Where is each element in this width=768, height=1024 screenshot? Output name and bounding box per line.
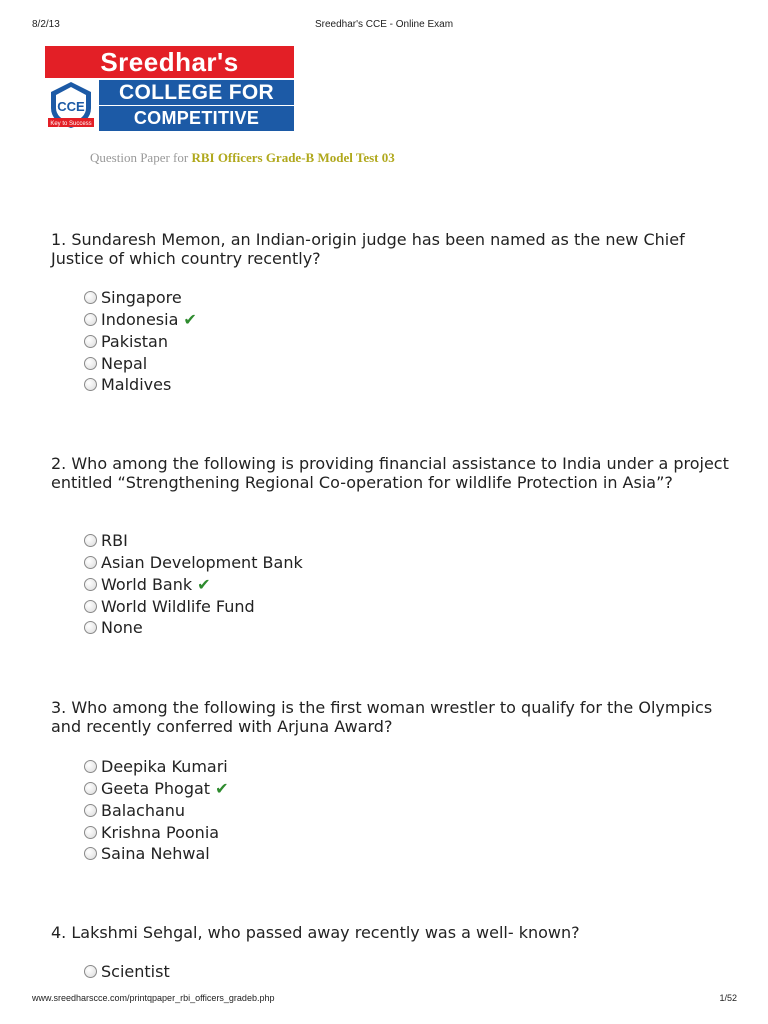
check-icon: ✔ [183,310,197,330]
radio-icon[interactable] [84,556,97,569]
radio-icon[interactable] [84,578,97,591]
print-date: 8/2/13 [32,19,60,30]
radio-icon[interactable] [84,313,97,326]
option-label: Geeta Phogat [101,779,211,799]
option[interactable] [84,331,197,353]
option-label: None [101,618,143,638]
logo-badge-tagline: Key to Success [50,121,92,127]
radio-icon[interactable] [84,760,97,773]
option[interactable] [84,617,303,639]
option-label: Asian Development Bank [101,553,303,573]
logo-line-2: COMPETITIVE EXAMS [99,106,294,131]
question-2-text: 2. Who among the following is providing financial assistance to India under a project entitled “Strengthening Regional Co-operation for wildlife Protection in Asia”? [51,454,729,492]
option[interactable] [84,352,197,374]
print-header [0,19,768,33]
option-label: Nepal [101,353,148,373]
check-icon: ✔ [197,574,211,594]
paper-title-name: RBI Officers Grade-B Model Test 03 [191,150,395,165]
radio-icon[interactable] [84,378,97,391]
option[interactable] [84,574,303,596]
question-3-options [84,756,228,865]
option-label: World Bank [101,574,193,594]
radio-icon[interactable] [84,600,97,613]
question-1-options [84,287,197,396]
option-label: Deepika Kumari [101,757,228,777]
option[interactable] [84,287,197,309]
option[interactable] [84,961,170,983]
radio-icon[interactable] [84,335,97,348]
option-label: Scientist [101,962,170,982]
radio-icon[interactable] [84,804,97,817]
radio-icon[interactable] [84,826,97,839]
paper-title [90,150,395,166]
question-1-text: 1. Sundaresh Memon, an Indian-origin judge has been named as the new Chief Justice of which country recently? [51,230,685,268]
option-label: Indonesia [101,310,179,330]
radio-icon[interactable] [84,291,97,304]
option[interactable] [84,530,303,552]
option-label: Singapore [101,288,182,308]
option-label: World Wildlife Fund [101,596,255,616]
print-footer [0,993,768,1007]
print-title: Sreedhar's CCE - Online Exam [314,19,454,30]
question-4-text: 4. Lakshmi Sehgal, who passed away recently was a well- known? [51,923,580,942]
option[interactable] [84,374,197,396]
option[interactable] [84,843,228,865]
logo-badge-icon [45,78,97,132]
option-label: Maldives [101,375,172,395]
radio-icon[interactable] [84,782,97,795]
option-label: Saina Nehwal [101,844,210,864]
logo-line-1: COLLEGE FOR [99,80,294,105]
print-url: www.sreedharscce.com/printqpaper_rbi_officers_gradeb.php [32,993,275,1003]
radio-icon[interactable] [84,357,97,370]
option[interactable] [84,821,228,843]
college-logo [45,46,294,153]
question-2-options [84,530,303,639]
option[interactable] [84,309,197,331]
logo-badge-text: CCE [57,99,85,114]
option-label: Krishna Poonia [101,822,220,842]
question-4-options [84,961,170,983]
logo-brand: Sreedhar's [45,46,294,78]
option-label: Pakistan [101,331,168,351]
option[interactable] [84,595,303,617]
check-icon: ✔ [215,779,229,799]
option[interactable] [84,756,228,778]
question-3-text: 3. Who among the following is the first woman wrestler to qualify for the Olympics and recently conferred with Arjuna Award? [51,698,713,736]
option-label: RBI [101,531,128,551]
paper-title-prefix: Question Paper for [90,150,192,165]
option-label: Balachanu [101,800,186,820]
option[interactable] [84,778,228,800]
radio-icon[interactable] [84,965,97,978]
radio-icon[interactable] [84,534,97,547]
radio-icon[interactable] [84,847,97,860]
logo-bottom [45,78,294,153]
radio-icon[interactable] [84,621,97,634]
print-page-number: 1/52 [719,993,737,1003]
option[interactable] [84,552,303,574]
option[interactable] [84,800,228,822]
